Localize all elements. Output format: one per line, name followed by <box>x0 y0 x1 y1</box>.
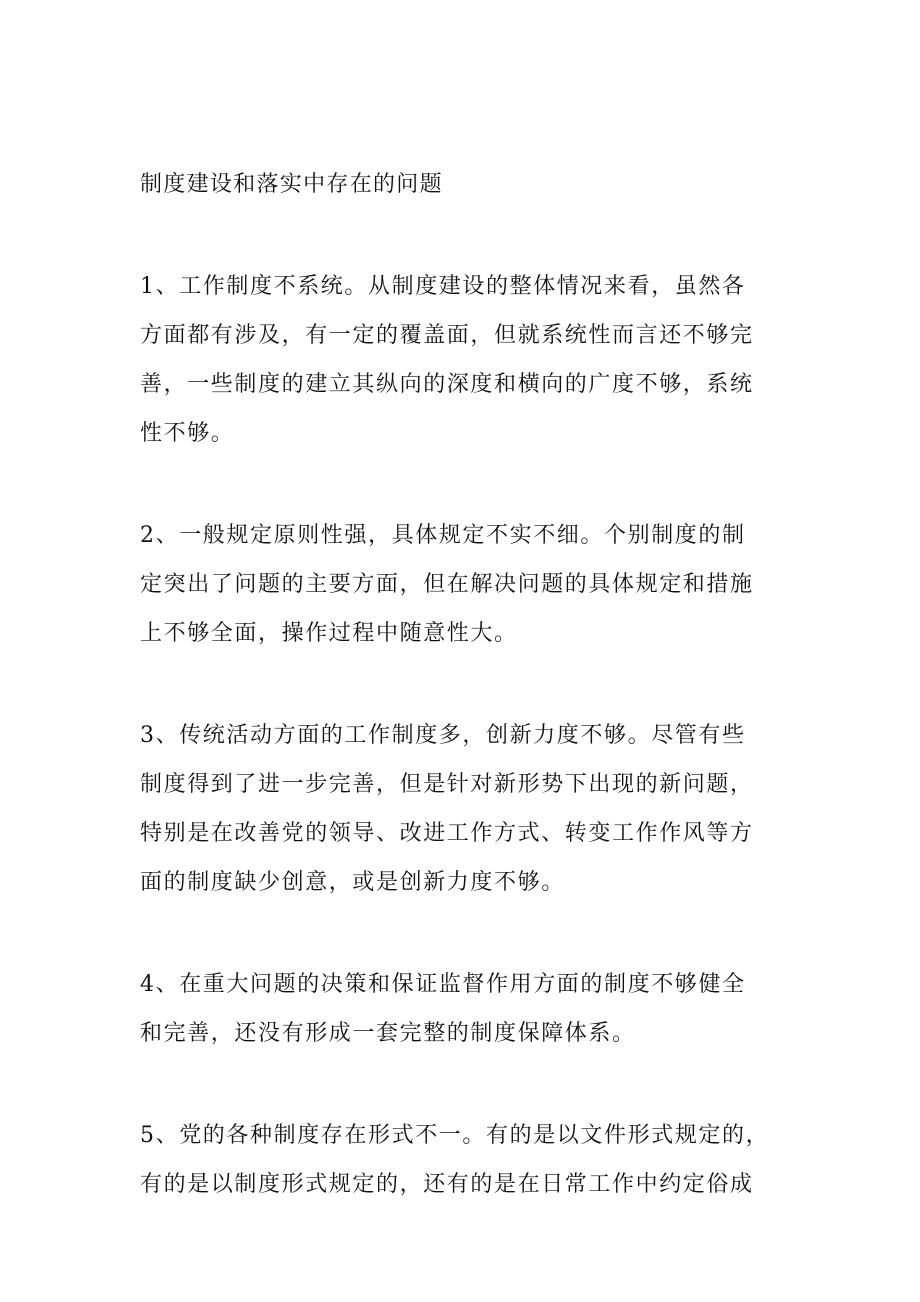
paragraph-line: 5、党的各种制度存在形式不一。有的是以文件形式规定的， <box>140 1123 770 1148</box>
paragraph-line: 方面都有涉及，有一定的覆盖面，但就系统性而言还不够完 <box>140 323 754 348</box>
paragraph-line: 特别是在改善党的领导、改进工作方式、转变工作作风等方 <box>140 821 754 846</box>
paragraph-line: 2、一般规定原则性强，具体规定不实不细。个别制度的制 <box>140 523 746 548</box>
paragraph-line: 面的制度缺少创意，或是创新力度不够。 <box>140 870 565 895</box>
paragraph-5 <box>140 1111 786 1209</box>
paragraph-1 <box>140 262 786 458</box>
paragraph-line: 制度得到了进一步完善，但是针对新形势下出现的新问题， <box>140 772 754 797</box>
paragraph-3 <box>140 711 786 907</box>
paragraph-line: 有的是以制度形式规定的，还有的是在日常工作中约定俗成 <box>140 1172 754 1197</box>
paragraph-line: 1、工作制度不系统。从制度建设的整体情况来看，虽然各 <box>140 274 746 299</box>
paragraph-line: 和完善，还没有形成一套完整的制度保障体系。 <box>140 1021 636 1046</box>
paragraph-line: 上不够全面，操作过程中随意性大。 <box>140 621 518 646</box>
paragraph-line: 定突出了问题的主要方面，但在解决问题的具体规定和措施 <box>140 572 754 597</box>
paragraph-line: 4、在重大问题的决策和保证监督作用方面的制度不够健全 <box>140 972 746 997</box>
paragraph-4 <box>140 960 786 1058</box>
paragraph-line: 性不够。 <box>140 421 235 446</box>
paragraph-2 <box>140 511 786 658</box>
paragraph-line: 3、传统活动方面的工作制度多，创新力度不够。尽管有些 <box>140 723 746 748</box>
document-title: 制度建设和落实中存在的问题 <box>140 172 443 197</box>
document-body <box>140 160 786 1262</box>
paragraph-line: 善，一些制度的建立其纵向的深度和横向的广度不够，系统 <box>140 372 754 397</box>
